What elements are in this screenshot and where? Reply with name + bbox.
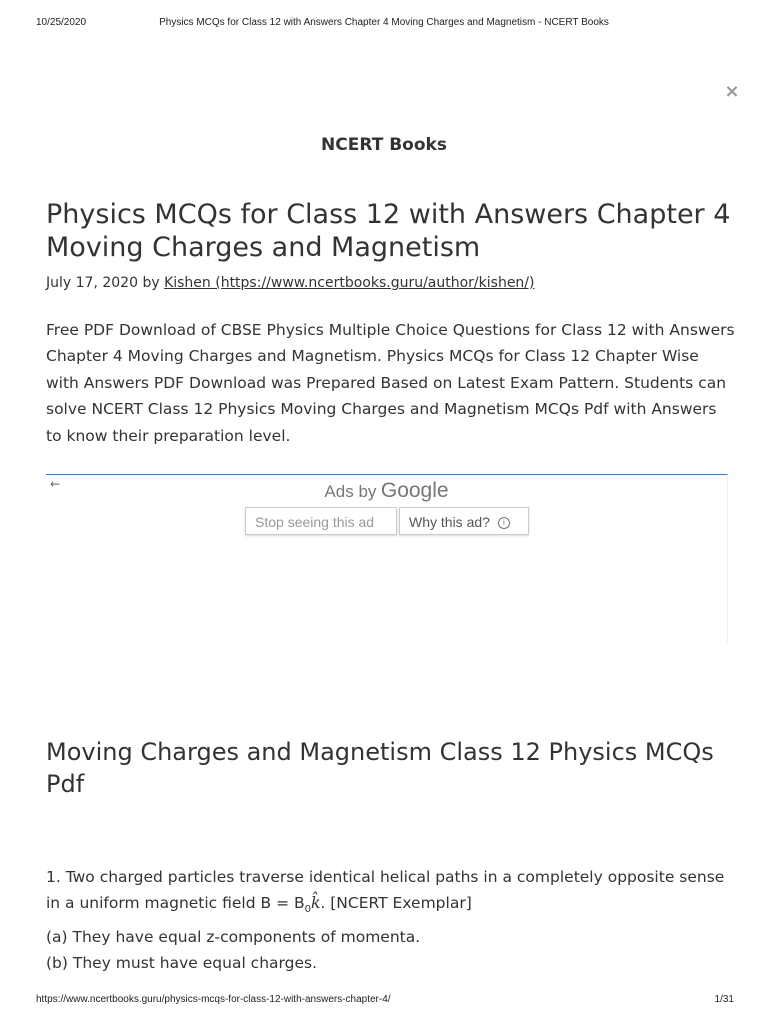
question-text-prefix: 1. Two charged particles traverse identical helical paths in a completely opposite sense in a uniform magnetic field B = B <box>46 868 725 913</box>
google-logo: Google <box>380 479 449 502</box>
why-this-ad-button[interactable] <box>399 507 529 535</box>
print-date: 10/25/2020 <box>36 17 87 28</box>
print-doc-title: Physics MCQs for Class 12 with Answers Chapter 4 Moving Charges and Magnetism - NCERT Books <box>159 17 609 28</box>
stop-seeing-ad-label: Stop seeing this ad <box>255 514 375 530</box>
question-1 <box>46 864 736 973</box>
ads-by-google <box>46 479 727 503</box>
back-arrow-icon[interactable]: ← <box>50 477 61 491</box>
author-link[interactable]: Kishen (https://www.ncertbooks.guru/author/kishen/) <box>164 275 535 291</box>
option-b: (b) They must have equal charges. <box>46 954 318 973</box>
article-meta <box>46 275 736 291</box>
article-title: Physics MCQs for Class 12 with Answers Chapter 4 Moving Charges and Magnetism <box>46 199 731 263</box>
page-number: 1/31 <box>714 994 734 1005</box>
meta-by: by <box>142 275 160 291</box>
ads-by-label: Ads by <box>324 482 377 501</box>
close-icon[interactable]: × <box>724 81 740 102</box>
site-name[interactable]: NCERT Books <box>321 135 447 155</box>
print-url: https://www.ncertbooks.guru/physics-mcqs-for-class-12-with-answers-chapter-4/ <box>36 994 391 1005</box>
question-text <box>46 864 736 924</box>
print-footer <box>0 994 768 1008</box>
question-text-suffix: . [NCERT Exemplar] <box>320 894 472 913</box>
subscript-zero: 0 <box>304 904 311 916</box>
publish-date: July 17, 2020 <box>46 275 138 291</box>
intro-paragraph: Free PDF Download of CBSE Physics Multiple Choice Questions for Class 12 with Answers Chapter 4 Moving Charges and Magnetism. Physics MCQs for Class 12 Chapter Wise with Answers PDF Download was Prepared Based on Latest Exam Pattern. Students can solve NCERT Class 12 Physics Moving Charges and Magnetism MCQs Pdf with Answers to know their preparation level. <box>46 321 735 445</box>
ad-container <box>46 474 728 643</box>
stop-seeing-ad-button[interactable] <box>245 507 397 535</box>
info-icon: i <box>498 517 510 529</box>
k-hat: k̂ <box>311 894 321 913</box>
section-heading: Moving Charges and Magnetism Class 12 Physics MCQs Pdf <box>46 738 714 798</box>
why-this-ad-label: Why this ad? <box>409 514 490 530</box>
option-a: (a) They have equal z-components of momenta. <box>46 927 421 946</box>
print-header <box>0 17 768 31</box>
